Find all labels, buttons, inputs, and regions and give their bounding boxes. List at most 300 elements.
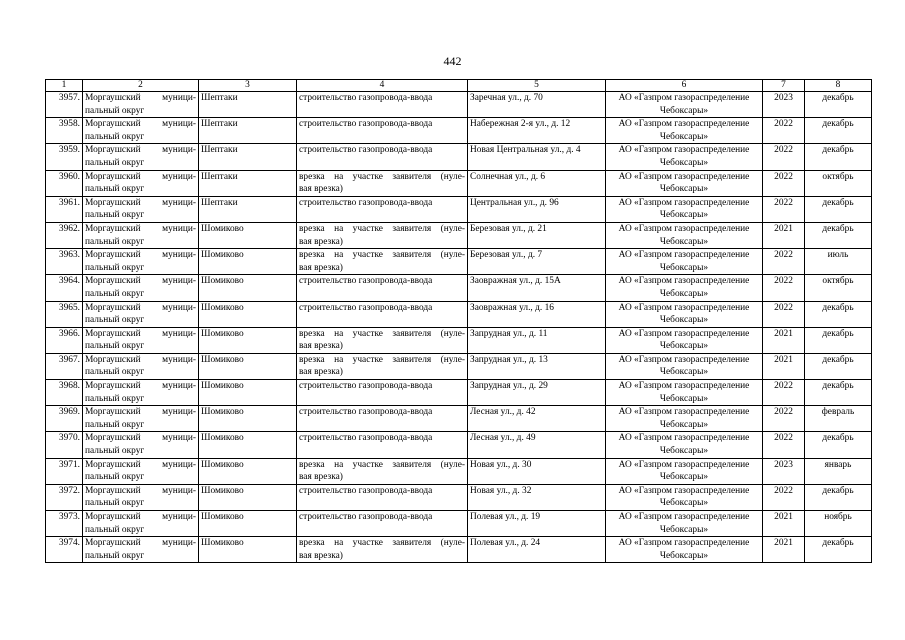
row-number-cell-text: 3963. bbox=[58, 250, 80, 261]
work-type-cell bbox=[297, 222, 468, 248]
work-type-cell bbox=[297, 301, 468, 327]
settlement-cell bbox=[199, 380, 297, 406]
district-cell-text: пальный округ bbox=[85, 315, 145, 326]
district-cell-text: пальный округ bbox=[85, 184, 145, 195]
year-cell bbox=[763, 170, 805, 196]
organization-cell-text: АО «Газпром газораспределение bbox=[618, 250, 750, 261]
district-cell-text: пальный округ bbox=[85, 498, 145, 509]
work-type-cell-text: врезка на участке заявителя (нуле- bbox=[299, 223, 465, 234]
address-cell bbox=[468, 432, 606, 458]
district-cell bbox=[83, 537, 199, 563]
table-row bbox=[46, 432, 872, 458]
address-cell-text: Полевая ул., д. 19 bbox=[470, 512, 541, 522]
month-cell-text: декабрь bbox=[822, 223, 854, 234]
row-number-cell bbox=[46, 458, 83, 484]
work-type-cell-text: вая врезка) bbox=[299, 236, 343, 247]
month-cell bbox=[805, 380, 872, 406]
table-row bbox=[46, 406, 872, 432]
row-number-cell bbox=[46, 380, 83, 406]
address-cell-text: Заовражная ул., д. 16 bbox=[470, 302, 554, 313]
settlement-cell-text: Шептаки bbox=[201, 93, 238, 103]
settlement-cell bbox=[199, 222, 297, 248]
work-type-cell bbox=[297, 406, 468, 432]
address-cell bbox=[468, 537, 606, 563]
year-cell-text: 2021 bbox=[774, 538, 793, 549]
work-type-cell bbox=[297, 432, 468, 458]
settlement-cell bbox=[199, 458, 297, 484]
settlement-cell bbox=[199, 118, 297, 144]
address-cell bbox=[468, 301, 606, 327]
organization-cell-text: Чебоксары» bbox=[659, 184, 709, 195]
address-cell-text: Новая ул., д. 30 bbox=[470, 459, 532, 470]
year-cell bbox=[763, 92, 805, 118]
year-cell bbox=[763, 144, 805, 170]
organization-cell bbox=[606, 92, 763, 118]
table-row bbox=[46, 222, 872, 248]
row-number-cell-text: 3969. bbox=[58, 407, 80, 418]
settlement-cell bbox=[199, 92, 297, 118]
month-cell-text: февраль bbox=[821, 407, 855, 418]
district-cell bbox=[83, 353, 199, 379]
organization-cell-text: АО «Газпром газораспределение bbox=[618, 328, 750, 339]
settlement-cell-text: Шомиково bbox=[201, 459, 244, 470]
organization-cell bbox=[606, 432, 763, 458]
work-type-cell-text: вая врезка) bbox=[299, 262, 343, 273]
column-header: 6 bbox=[606, 80, 763, 92]
organization-cell-text: АО «Газпром газораспределение bbox=[618, 512, 750, 522]
year-cell bbox=[763, 484, 805, 510]
row-number-cell-text: 3972. bbox=[58, 485, 80, 496]
address-cell-text: Березовая ул., д. 21 bbox=[470, 223, 547, 234]
table-row bbox=[46, 118, 872, 144]
organization-cell bbox=[606, 327, 763, 353]
organization-cell-text: Чебоксары» bbox=[659, 498, 709, 509]
address-cell bbox=[468, 222, 606, 248]
table-row bbox=[46, 327, 872, 353]
table-row bbox=[46, 275, 872, 301]
address-cell-text: Запрудная ул., д. 11 bbox=[470, 328, 548, 339]
address-cell bbox=[468, 406, 606, 432]
settlement-cell bbox=[199, 327, 297, 353]
work-type-cell-text: вая врезка) bbox=[299, 550, 343, 561]
address-cell-text: Лесная ул., д. 42 bbox=[470, 407, 536, 418]
month-cell-text: декабрь bbox=[822, 485, 854, 496]
settlement-cell-text: Шомиково bbox=[201, 302, 244, 313]
year-cell bbox=[763, 327, 805, 353]
year-cell bbox=[763, 275, 805, 301]
address-cell-text: Набережная 2-я ул., д. 12 bbox=[470, 119, 571, 130]
district-cell-text: пальный округ bbox=[85, 210, 145, 221]
column-header: 5 bbox=[468, 80, 606, 92]
column-number-header-row bbox=[46, 80, 872, 92]
table-row bbox=[46, 170, 872, 196]
year-cell-text: 2022 bbox=[774, 145, 793, 156]
settlement-cell bbox=[199, 537, 297, 563]
row-number-cell bbox=[46, 301, 83, 327]
work-type-cell bbox=[297, 249, 468, 275]
settlement-cell-text: Шомиково bbox=[201, 485, 244, 496]
row-number-cell-text: 3971. bbox=[58, 459, 80, 470]
work-type-cell-text: врезка на участке заявителя (нуле- bbox=[299, 459, 465, 470]
address-cell-text: Новая Центральная ул., д. 4 bbox=[470, 145, 581, 156]
organization-cell-text: АО «Газпром газораспределение bbox=[618, 459, 750, 470]
row-number-cell bbox=[46, 170, 83, 196]
work-type-cell-text: строительство газопровода-ввода bbox=[299, 433, 433, 444]
table-row bbox=[46, 511, 872, 537]
row-number-cell bbox=[46, 537, 83, 563]
table-row bbox=[46, 380, 872, 406]
address-cell bbox=[468, 511, 606, 537]
row-number-cell bbox=[46, 353, 83, 379]
organization-cell bbox=[606, 353, 763, 379]
organization-cell-text: Чебоксары» bbox=[659, 367, 709, 378]
address-cell-text: Солнечная ул., д. 6 bbox=[470, 171, 546, 182]
year-cell bbox=[763, 249, 805, 275]
district-cell bbox=[83, 92, 199, 118]
work-type-cell bbox=[297, 484, 468, 510]
work-type-cell bbox=[297, 118, 468, 144]
organization-cell-text: Чебоксары» bbox=[659, 341, 709, 352]
work-type-cell bbox=[297, 511, 468, 537]
table-row bbox=[46, 537, 872, 563]
district-cell-text: пальный округ bbox=[85, 341, 145, 352]
address-cell-text: Запрудная ул., д. 29 bbox=[470, 381, 548, 392]
address-cell bbox=[468, 196, 606, 222]
row-number-cell bbox=[46, 275, 83, 301]
month-cell-text: декабрь bbox=[822, 328, 854, 339]
district-cell bbox=[83, 406, 199, 432]
organization-cell-text: Чебоксары» bbox=[659, 236, 709, 247]
district-cell-text: Моргаушский муници- bbox=[85, 512, 196, 522]
row-number-cell bbox=[46, 432, 83, 458]
address-cell-text: Новая ул., д. 32 bbox=[470, 485, 532, 496]
settlement-cell bbox=[199, 249, 297, 275]
month-cell-text: декабрь bbox=[822, 354, 854, 365]
organization-cell-text: Чебоксары» bbox=[659, 288, 709, 299]
year-cell-text: 2022 bbox=[774, 197, 793, 208]
district-cell bbox=[83, 327, 199, 353]
organization-cell bbox=[606, 380, 763, 406]
table-row bbox=[46, 301, 872, 327]
address-cell-text: Березовая ул., д. 7 bbox=[470, 250, 543, 261]
month-cell bbox=[805, 222, 872, 248]
row-number-cell-text: 3964. bbox=[58, 276, 80, 287]
organization-cell bbox=[606, 511, 763, 537]
organization-cell-text: АО «Газпром газораспределение bbox=[618, 433, 750, 444]
district-cell-text: пальный округ bbox=[85, 550, 145, 561]
year-cell-text: 2021 bbox=[774, 328, 793, 339]
district-cell-text: пальный округ bbox=[85, 262, 145, 273]
month-cell bbox=[805, 327, 872, 353]
work-type-cell bbox=[297, 458, 468, 484]
table-body bbox=[46, 92, 872, 563]
month-cell-text: декабрь bbox=[822, 538, 854, 549]
organization-cell-text: АО «Газпром газораспределение bbox=[618, 223, 750, 234]
year-cell-text: 2021 bbox=[774, 354, 793, 365]
year-cell bbox=[763, 196, 805, 222]
year-cell-text: 2023 bbox=[774, 93, 793, 103]
organization-cell-text: Чебоксары» bbox=[659, 419, 709, 430]
address-cell bbox=[468, 275, 606, 301]
district-cell-text: Моргаушский муници- bbox=[85, 538, 196, 549]
work-type-cell-text: вая врезка) bbox=[299, 184, 343, 195]
organization-cell bbox=[606, 484, 763, 510]
district-cell bbox=[83, 118, 199, 144]
work-type-cell-text: строительство газопровода-ввода bbox=[299, 145, 433, 156]
organization-cell-text: АО «Газпром газораспределение bbox=[618, 485, 750, 496]
organization-cell-text: АО «Газпром газораспределение bbox=[618, 171, 750, 182]
settlement-cell-text: Шомиково bbox=[201, 538, 244, 549]
address-cell bbox=[468, 458, 606, 484]
row-number-cell bbox=[46, 144, 83, 170]
row-number-cell-text: 3962. bbox=[58, 223, 80, 234]
district-cell-text: пальный округ bbox=[85, 157, 145, 168]
district-cell-text: Моргаушский муници- bbox=[85, 485, 196, 496]
row-number-cell-text: 3960. bbox=[58, 171, 80, 182]
work-type-cell bbox=[297, 537, 468, 563]
row-number-cell-text: 3968. bbox=[58, 381, 80, 392]
year-cell-text: 2022 bbox=[774, 381, 793, 392]
district-cell bbox=[83, 301, 199, 327]
settlement-cell-text: Шомиково bbox=[201, 328, 244, 339]
year-cell bbox=[763, 380, 805, 406]
settlement-cell-text: Шомиково bbox=[201, 223, 244, 234]
settlement-cell bbox=[199, 144, 297, 170]
settlement-cell-text: Шептаки bbox=[201, 145, 238, 156]
district-cell-text: Моргаушский муници- bbox=[85, 145, 196, 156]
district-cell bbox=[83, 249, 199, 275]
organization-cell bbox=[606, 249, 763, 275]
table-row bbox=[46, 484, 872, 510]
work-type-cell bbox=[297, 380, 468, 406]
row-number-cell bbox=[46, 92, 83, 118]
year-cell-text: 2022 bbox=[774, 171, 793, 182]
year-cell-text: 2022 bbox=[774, 485, 793, 496]
year-cell-text: 2022 bbox=[774, 302, 793, 313]
work-type-cell bbox=[297, 353, 468, 379]
organization-cell-text: Чебоксары» bbox=[659, 315, 709, 326]
year-cell bbox=[763, 537, 805, 563]
work-type-cell bbox=[297, 144, 468, 170]
settlement-cell-text: Шептаки bbox=[201, 119, 238, 130]
month-cell bbox=[805, 301, 872, 327]
work-type-cell-text: строительство газопровода-ввода bbox=[299, 407, 433, 418]
district-cell-text: Моргаушский муници- bbox=[85, 302, 196, 313]
organization-cell-text: Чебоксары» bbox=[659, 524, 709, 535]
month-cell-text: октябрь bbox=[822, 171, 854, 182]
district-cell bbox=[83, 511, 199, 537]
district-cell-text: Моргаушский муници- bbox=[85, 407, 196, 418]
row-number-cell bbox=[46, 511, 83, 537]
organization-cell-text: Чебоксары» bbox=[659, 105, 709, 116]
year-cell bbox=[763, 301, 805, 327]
month-cell bbox=[805, 118, 872, 144]
table-row bbox=[46, 92, 872, 118]
address-cell bbox=[468, 484, 606, 510]
month-cell bbox=[805, 196, 872, 222]
settlement-cell bbox=[199, 432, 297, 458]
settlement-cell-text: Шомиково bbox=[201, 381, 244, 392]
table-row bbox=[46, 144, 872, 170]
settlement-cell-text: Шомиково bbox=[201, 407, 244, 418]
row-number-cell-text: 3973. bbox=[58, 512, 80, 522]
district-cell bbox=[83, 196, 199, 222]
year-cell-text: 2022 bbox=[774, 433, 793, 444]
column-header: 8 bbox=[805, 80, 872, 92]
table-row bbox=[46, 353, 872, 379]
page-number: 442 bbox=[443, 54, 462, 68]
row-number-cell bbox=[46, 406, 83, 432]
address-cell bbox=[468, 92, 606, 118]
column-header: 1 bbox=[46, 80, 83, 92]
year-cell bbox=[763, 353, 805, 379]
month-cell bbox=[805, 484, 872, 510]
row-number-cell-text: 3959. bbox=[58, 145, 80, 156]
district-cell-text: пальный округ bbox=[85, 419, 145, 430]
year-cell bbox=[763, 406, 805, 432]
organization-cell-text: АО «Газпром газораспределение bbox=[618, 354, 750, 365]
district-cell-text: Моргаушский муници- bbox=[85, 119, 196, 130]
organization-cell bbox=[606, 537, 763, 563]
district-cell-text: Моргаушский муници- bbox=[85, 276, 196, 287]
settlement-cell-text: Шомиково bbox=[201, 512, 244, 522]
settlement-cell-text: Шептаки bbox=[201, 197, 238, 208]
row-number-cell-text: 3965. bbox=[58, 302, 80, 313]
settlement-cell bbox=[199, 301, 297, 327]
organization-cell-text: Чебоксары» bbox=[659, 157, 709, 168]
organization-cell-text: АО «Газпром газораспределение bbox=[618, 119, 750, 130]
work-type-cell-text: врезка на участке заявителя (нуле- bbox=[299, 328, 465, 339]
year-cell bbox=[763, 118, 805, 144]
settlement-cell bbox=[199, 275, 297, 301]
district-cell-text: Моргаушский муници- bbox=[85, 197, 196, 208]
organization-cell-text: АО «Газпром газораспределение bbox=[618, 302, 750, 313]
district-cell bbox=[83, 144, 199, 170]
month-cell bbox=[805, 92, 872, 118]
month-cell-text: декабрь bbox=[822, 381, 854, 392]
month-cell bbox=[805, 353, 872, 379]
settlement-cell-text: Шомиково bbox=[201, 276, 244, 287]
month-cell-text: октябрь bbox=[822, 276, 854, 287]
work-type-cell-text: строительство газопровода-ввода bbox=[299, 512, 433, 522]
row-number-cell bbox=[46, 484, 83, 510]
table-row bbox=[46, 458, 872, 484]
district-cell-text: пальный округ bbox=[85, 236, 145, 247]
district-cell-text: пальный округ bbox=[85, 393, 145, 404]
organization-cell bbox=[606, 275, 763, 301]
organization-cell bbox=[606, 196, 763, 222]
address-cell bbox=[468, 144, 606, 170]
district-cell bbox=[83, 380, 199, 406]
work-type-cell bbox=[297, 275, 468, 301]
year-cell-text: 2022 bbox=[774, 276, 793, 287]
month-cell-text: ноябрь bbox=[824, 512, 852, 522]
district-cell-text: пальный округ bbox=[85, 472, 145, 483]
district-cell-text: пальный округ bbox=[85, 105, 145, 116]
organization-cell bbox=[606, 301, 763, 327]
district-cell-text: пальный округ bbox=[85, 367, 145, 378]
address-cell bbox=[468, 380, 606, 406]
settlement-cell bbox=[199, 406, 297, 432]
organization-cell-text: АО «Газпром газораспределение bbox=[618, 381, 750, 392]
year-cell-text: 2022 bbox=[774, 119, 793, 130]
address-cell-text: Центральная ул., д. 96 bbox=[470, 197, 559, 208]
organization-cell bbox=[606, 170, 763, 196]
work-type-cell-text: врезка на участке заявителя (нуле- bbox=[299, 354, 465, 365]
work-type-cell-text: строительство газопровода-ввода bbox=[299, 485, 433, 496]
settlement-cell bbox=[199, 353, 297, 379]
work-type-cell-text: вая врезка) bbox=[299, 472, 343, 483]
work-type-cell-text: строительство газопровода-ввода bbox=[299, 197, 433, 208]
year-cell-text: 2022 bbox=[774, 250, 793, 261]
work-type-cell-text: врезка на участке заявителя (нуле- bbox=[299, 538, 465, 549]
address-cell-text: Заовражная ул., д. 15А bbox=[470, 276, 561, 287]
organization-cell-text: Чебоксары» bbox=[659, 210, 709, 221]
month-cell bbox=[805, 144, 872, 170]
address-cell bbox=[468, 249, 606, 275]
district-cell-text: Моргаушский муници- bbox=[85, 93, 196, 103]
settlement-cell bbox=[199, 196, 297, 222]
district-cell-text: Моргаушский муници- bbox=[85, 171, 196, 182]
month-cell bbox=[805, 275, 872, 301]
organization-cell-text: Чебоксары» bbox=[659, 472, 709, 483]
organization-cell-text: АО «Газпром газораспределение bbox=[618, 197, 750, 208]
district-cell bbox=[83, 432, 199, 458]
work-type-cell-text: строительство газопровода-ввода bbox=[299, 276, 433, 287]
organization-cell-text: АО «Газпром газораспределение bbox=[618, 407, 750, 418]
settlement-cell-text: Шомиково bbox=[201, 250, 244, 261]
year-cell-text: 2021 bbox=[774, 512, 793, 522]
year-cell bbox=[763, 432, 805, 458]
work-type-cell-text: строительство газопровода-ввода bbox=[299, 381, 433, 392]
district-cell-text: Моргаушский муници- bbox=[85, 354, 196, 365]
settlement-cell bbox=[199, 170, 297, 196]
settlement-cell bbox=[199, 484, 297, 510]
organization-cell-text: Чебоксары» bbox=[659, 550, 709, 561]
month-cell-text: декабрь bbox=[822, 197, 854, 208]
month-cell-text: декабрь bbox=[822, 93, 854, 103]
district-cell-text: пальный округ bbox=[85, 288, 145, 299]
work-type-cell-text: строительство газопровода-ввода bbox=[299, 302, 433, 313]
organization-cell bbox=[606, 118, 763, 144]
year-cell bbox=[763, 511, 805, 537]
row-number-cell bbox=[46, 118, 83, 144]
district-cell-text: пальный округ bbox=[85, 524, 145, 535]
month-cell bbox=[805, 511, 872, 537]
work-type-cell-text: строительство газопровода-ввода bbox=[299, 93, 433, 103]
district-cell-text: Моргаушский муници- bbox=[85, 381, 196, 392]
district-cell bbox=[83, 222, 199, 248]
gasification-table bbox=[45, 79, 872, 563]
month-cell bbox=[805, 458, 872, 484]
address-cell-text: Заречная ул., д. 70 bbox=[470, 93, 543, 103]
row-number-cell-text: 3961. bbox=[58, 197, 80, 208]
district-cell-text: Моргаушский муници- bbox=[85, 250, 196, 261]
month-cell-text: январь bbox=[824, 459, 852, 470]
address-cell bbox=[468, 170, 606, 196]
work-type-cell bbox=[297, 327, 468, 353]
organization-cell-text: Чебоксары» bbox=[659, 393, 709, 404]
row-number-cell bbox=[46, 196, 83, 222]
month-cell bbox=[805, 537, 872, 563]
year-cell bbox=[763, 458, 805, 484]
year-cell-text: 2021 bbox=[774, 223, 793, 234]
work-type-cell-text: врезка на участке заявителя (нуле- bbox=[299, 171, 465, 182]
row-number-cell bbox=[46, 222, 83, 248]
settlement-cell-text: Шомиково bbox=[201, 433, 244, 444]
settlement-cell-text: Шептаки bbox=[201, 171, 238, 182]
organization-cell-text: АО «Газпром газораспределение bbox=[618, 93, 750, 103]
